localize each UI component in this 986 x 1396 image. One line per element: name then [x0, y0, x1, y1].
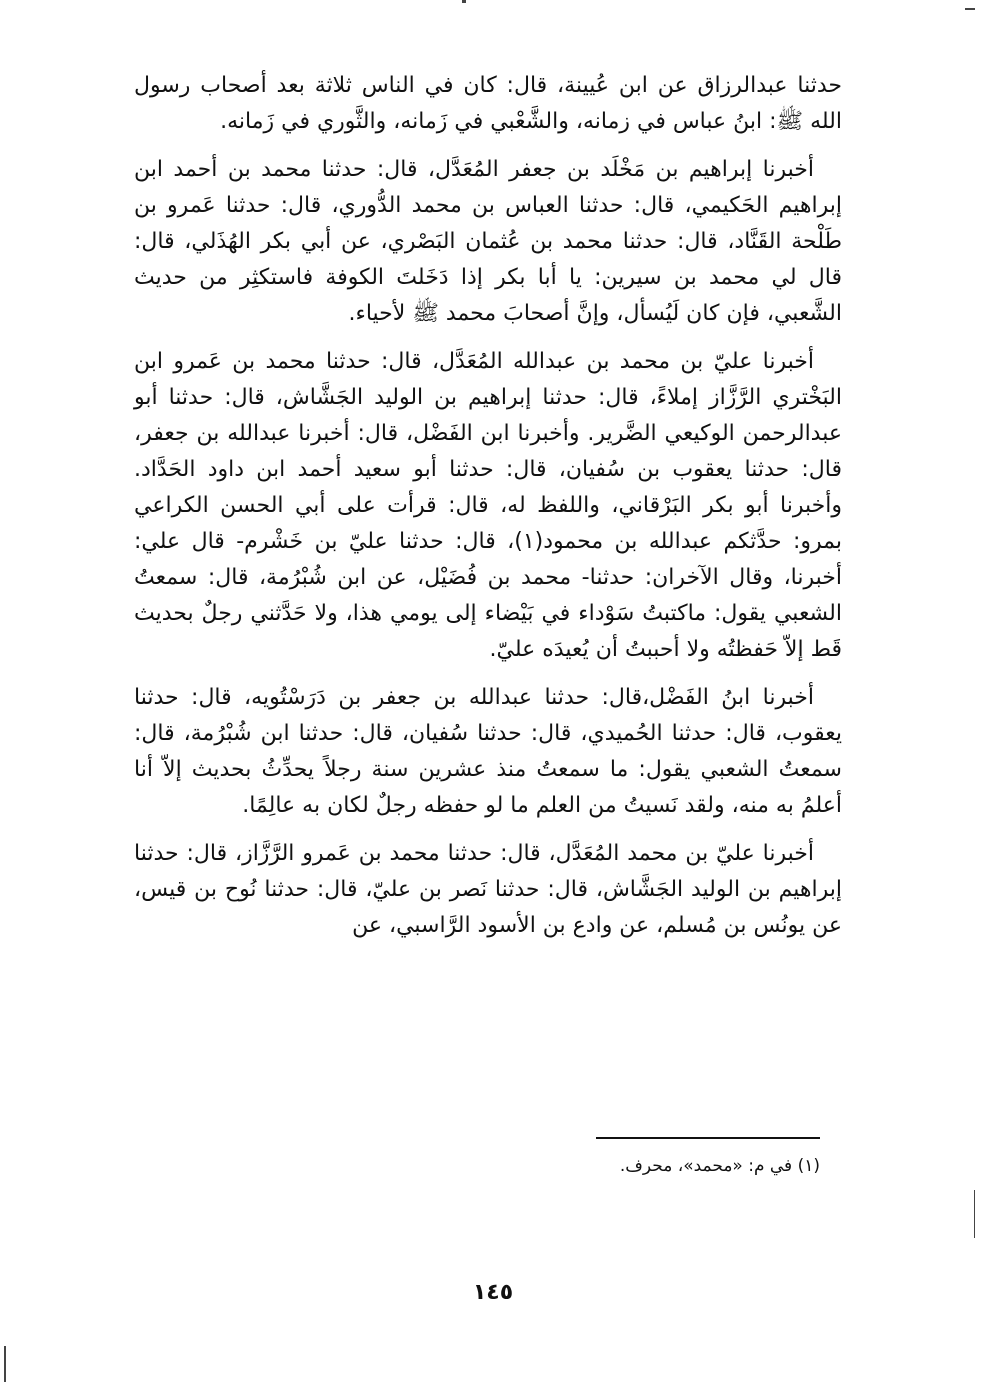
scan-artifact-top [462, 0, 466, 3]
scan-artifact-left [4, 1346, 6, 1382]
scan-artifact-corner [965, 8, 975, 10]
paragraph-1: حدثنا عبدالرزاق عن ابن عُيينة، قال: كان في الناس ثلاثة بعد أصحاب رسول الله ﷺ: ابنُ عباس في زمانه، والشَّعْبي في زَمانه، والثَّوري في زَمانه. [134, 73, 842, 134]
paragraph-5: أخبرنا عليّ بن محمد المُعَدَّل، قال: حدثنا محمد بن عَمرو الرَّزَّاز، قال: حدثنا إبراهيم بن الوليد الجَشَّاش، قال: حدثنا نَصر بن عليّ، قال: حدثنا نُوح بن قيس، عن يونُس بن مُسلم، عن وادع بن الأسود الرَّاسبي، عن [134, 841, 842, 938]
paragraph-3: أخبرنا عليّ بن محمد بن عبدالله المُعَدَّل، قال: حدثنا محمد بن عَمرو ابن البَخْتري الرَّزَّاز إملاءً، قال: حدثنا إبراهيم بن الوليد الجَشَّاش، قال: حدثنا أبو عبدالرحمن الوكيعي الضَّرير. وأخبرنا ابن الفَضْل، قال: أخبرنا عبدالله بن جعفر، قال: حدثنا يعقوب بن سُفيان، قال: حدثنا أبو سعيد أحمد ابن داود الحَدَّاد. وأخبرنا أبو بكر البَرْقاني، واللفظ له، قال: قرأت على أبي الحسن الكراعي بمرو: حدَّثكم عبدالله بن محمود(١)، قال: حدثنا عليّ بن خَشْرم- قال علي: أخبرنا، وقال الآخران: حدثنا- محمد بن فُضَيْل، عن ابن شُبْرُمة، قال: سمعتُ الشعبي يقول: ماكتبتُ سَوْداء في بَيْضاء إلى يومي هذا، ولا حَدَّثني رجلٌ بحديث قَط إلاّ حَفظتُه ولا أحببتُ أن يُعيدَه عليّ. [134, 349, 842, 662]
paragraph-4: أخبرنا ابنُ الفَضْل،قال: حدثنا عبدالله بن جعفر بن دَرَسْتُويه، قال: حدثنا يعقوب، قال: حدثنا الحُميدي، قال: حدثنا سُفيان، قال: حدثنا ابن شُبْرُمة، قال: سمعتُ الشعبي يقول: ما سمعتُ منذ عشرين سنة رجلاً يحدِّثُ بحديث إلاّ أنا أعلمُ به منه، ولقد نَسيتُ من العلم ما لو حفظه رجلٌ لكان به عالِمًا. [134, 685, 842, 818]
main-text [134, 68, 842, 956]
footnote-divider [596, 1137, 820, 1139]
page-number: ١٤٥ [472, 1280, 514, 1305]
scan-artifact-right [974, 1190, 975, 1238]
footnote: (١) في م: «محمد»، محرف. [619, 1156, 820, 1176]
paragraph-2: أخبرنا إبراهيم بن مَخْلَد بن جعفر المُعَدَّل، قال: حدثنا محمد بن أحمد ابن إبراهيم الحَكيمي، قال: حدثنا العباس بن محمد الدُّوري، قال: حدثنا عَمرو بن طَلْحة القَنَّاد، قال: حدثنا محمد بن عُثمان البَصْري، عن أبي بكر الهُذَلي، قال: قال لي محمد بن سيرين: يا أبا بكر إذا دَخَلتَ الكوفة فاستكثِر من حديث الشَّعبي، فإن كان لَيُسأل، وإنَّ أصحابَ محمد ﷺ لأحياء. [134, 157, 842, 326]
